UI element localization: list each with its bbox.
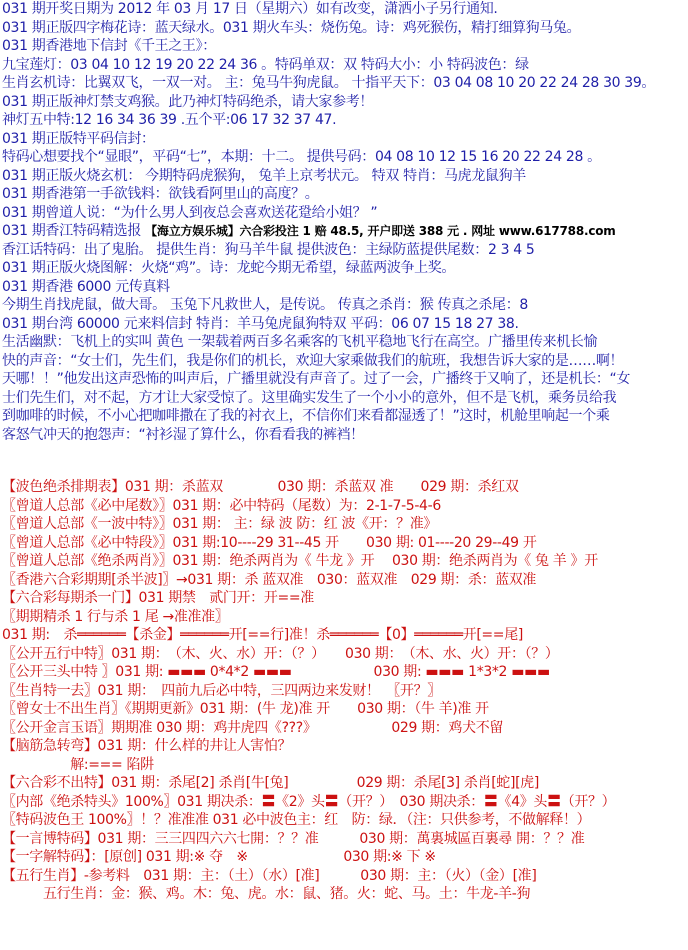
text-line: 031 期正版神灯禁支鸡猴。此乃神灯特码绝杀，请大家参考！ xyxy=(2,93,374,110)
text-line: 031 期香港第一手欲钱料：欲钱看阿里山的高度？。 xyxy=(2,186,319,202)
text-line: 解:=== 陷阱 xyxy=(2,756,154,773)
text-line: 【脑筋急转弯】031 期：什么样的井让人害怕？ xyxy=(2,738,292,754)
text-line: 特码心想要找个“显眼”，平码“七”，本期：十二。 提供号码：04 08 10 12 15 16 20 22 24 28 。 xyxy=(2,149,601,165)
text-line: 〖曾道人总部《必中尾数》〗031 期：必中特码（尾数）为：2-1-7-5-4-6 xyxy=(2,497,441,514)
text-line: 031 期开奖日期为 2012 年 03 月 17 日（星期六）如有改变，潇洒小子另行通知. xyxy=(2,1,498,17)
text-line: 〖曾道人总部《必中特段》〗031 期:10----29 31--45 开 030 期: 01----20 29--49 开 xyxy=(2,534,537,551)
text-line: 031 期: 杀══════【杀金】══════开[==行]准！杀══════【0】══════开[==尾] xyxy=(2,627,523,643)
story-line: 生活幽默：飞机上的实叫 黄色 一架载着两百多名乘客的飞机平稳地飞行在高空。广播里传来机长愉 xyxy=(2,334,598,350)
story-line: 天哪！！”他发出这声恐怖的叫声后，广播里就没有声音了。过了一会，广播终于又响了，还是机长：“女 xyxy=(2,371,631,387)
text-line: 【一言博特码】031 期：三三四四六六七開：？？准 030 期：萬裏城區百裏尋 開：？？准 xyxy=(2,830,585,847)
text-line: 香江话特码：出了鬼胎。 提供生肖：狗马羊牛鼠 提供波色：主绿防蓝提供尾数：2 3 4 5 xyxy=(2,241,535,258)
text-line: 〖香港六合彩期期[杀半波]〗→031 期：杀 蓝双准 030：蓝双准 029 期：杀：蓝双准 xyxy=(2,571,537,588)
text-line: 【六合彩不出特】031 期：杀尾[2] 杀肖[牛[兔] 029 期：杀尾[3] 杀肖[蛇][虎] xyxy=(2,775,539,791)
text-line: 生肖玄机诗：比翼双飞，一双一对。 主：兔马牛狗虎鼠。 十指平天下：03 04 08 10 20 22 24 28 30 39。 xyxy=(2,75,656,91)
text-line: 【一字解特码】：[原创] 031 期:※ 夺 ※ 030 期:※ 下 ※ xyxy=(2,849,436,865)
text-line: 〖公开五行中特〗031 期： （木、火、水）开：（？） 030 期： （木、水、火）开：（？） xyxy=(2,645,559,662)
text-line: 031 期台湾 60000 元来料信封 特肖：羊马兔虎鼠狗特双 平码：06 07 15 18 27 38. xyxy=(2,315,519,332)
text-line: 〖曾女士不出生肖〗《期期更新》031 期：(牛 龙)准 开 030 期：（牛 羊)准 开 xyxy=(2,701,489,717)
text-line: 〖特码波色王 100%〗！？准准准 031 必中波色主：红 防：绿．（注：只供参考，不做解释！） xyxy=(2,812,591,828)
story-line: 快的声音：“女士们，先生们，我是你们的机长，欢迎大家乘做我们的航班，我想告诉大家的是……啊！ xyxy=(2,352,624,369)
story-line: 客怒气冲天的抱怨声：“衬衫湿了算什么，你看看我的裤裆！ xyxy=(2,426,364,443)
text-line: 今期生肖找虎鼠，做大哥。 玉兔下凡救世人，是传说。 传真之杀肖：猴 传真之杀尾：8 xyxy=(2,297,528,313)
text-line: 【波色绝杀排期表】031 期：杀蓝双 030 期：杀蓝双 准 029 期：杀红双 xyxy=(2,479,519,495)
text-line: 五行生肖：金：猴、鸡。木：兔、虎。水：鼠、猪。火：蛇、马。土：牛龙-羊-狗 xyxy=(2,886,531,902)
text-line: 九宝莲灯：03 04 10 12 19 20 22 24 36 。特码单双：双 特码大小：小 特码波色：绿 xyxy=(2,56,529,73)
text-line: 031 期正版特平码信封： xyxy=(2,130,155,147)
text-line: 031 期正版四字梅花诗：蓝天绿水。031 期火车头：烧伤兔。诗：鸡死猴伤，精打细算狗马兔。 xyxy=(2,19,581,36)
text-line: 〖公开三头中特 〗031 期: ▬▬▬ 0*4*2 ▬▬▬ 030 期: ▬▬▬ 1*3*2 ▬▬▬ xyxy=(2,664,550,680)
story-line: 到咖啡的时候，不小心把咖啡撒在了我的衬衣上，不信你们来看都湿透了！”这时，机舱里响起一个乘 xyxy=(2,408,610,424)
text-line: 031 期正版火烧玄机： 今期特码虎猴狗， 兔羊上京考状元。 特双 特肖：马虎龙鼠狗羊 xyxy=(2,167,526,184)
text-line: 【五行生肖】-参考料 031 期：主：（土）（水）[准] 030 期：主：（火）（金）[准] xyxy=(2,867,537,884)
text-line: 〖曾道人总部《绝杀两肖》〗031 期：绝杀两肖为《 牛龙 》开 030 期：绝杀两肖为《 兔 羊 》开 xyxy=(2,553,598,569)
red-text-block xyxy=(0,478,688,904)
text-line: 〖内部《绝杀特头》100%〗031 期决杀：〓《2》头〓（开？） 030 期决杀：〓《4》头〓（开？） xyxy=(2,793,616,810)
text-line: 神灯五中特:12 16 34 36 39 .五个平:06 17 32 37 47. xyxy=(2,112,337,128)
text-line-label: 031 期香江特码精选报 xyxy=(2,223,141,239)
story-line: 士们先生们，对不起，方才让大家受惊了。这里确实发生了一个小小的意外，但不是飞机，乘务员给我 xyxy=(2,389,617,406)
text-line: 〖生肖特一去〗031 期： 四前九后必中特，三四两边来发财！ 〖开？〗 xyxy=(2,682,441,699)
text-line: 〖期期精杀 1 行与杀 1 尾 →准准准〗 xyxy=(2,608,229,625)
text-line: 031 期曾道人说：“为什么男人到夜总会喜欢送花跫给小姐？ ” xyxy=(2,204,378,221)
text-line: 031 期正版火烧图解：火烧“鸡”。诗：龙蛇今期无希望，绿蓝两波争上奖。 xyxy=(2,260,456,276)
text-line: 031 期香港地下信封《千王之王》： xyxy=(2,38,216,54)
blue-text-block xyxy=(0,0,688,444)
text-line: 【六合彩每期杀一门】031 期禁 贰门开：开==准 xyxy=(2,590,314,606)
text-line: 〖公开金言玉语〗期期准 030 期：鸡井虎四《???》 029 期：鸡犬不留 xyxy=(2,719,504,736)
text-line: 〖曾道人总部《一波中特》〗031 期： 主：绿 波 防：红 波《开：？准》 xyxy=(2,516,438,532)
ad-banner-link[interactable]: 【海立方娱乐城】六合彩投注 1 赔 48.5, 开户即送 388 元 . 网址 www.617788.com xyxy=(145,224,616,238)
text-line xyxy=(0,222,688,241)
text-line: 031 期香港 6000 元传真料 xyxy=(2,278,170,295)
humor-story xyxy=(0,333,688,444)
